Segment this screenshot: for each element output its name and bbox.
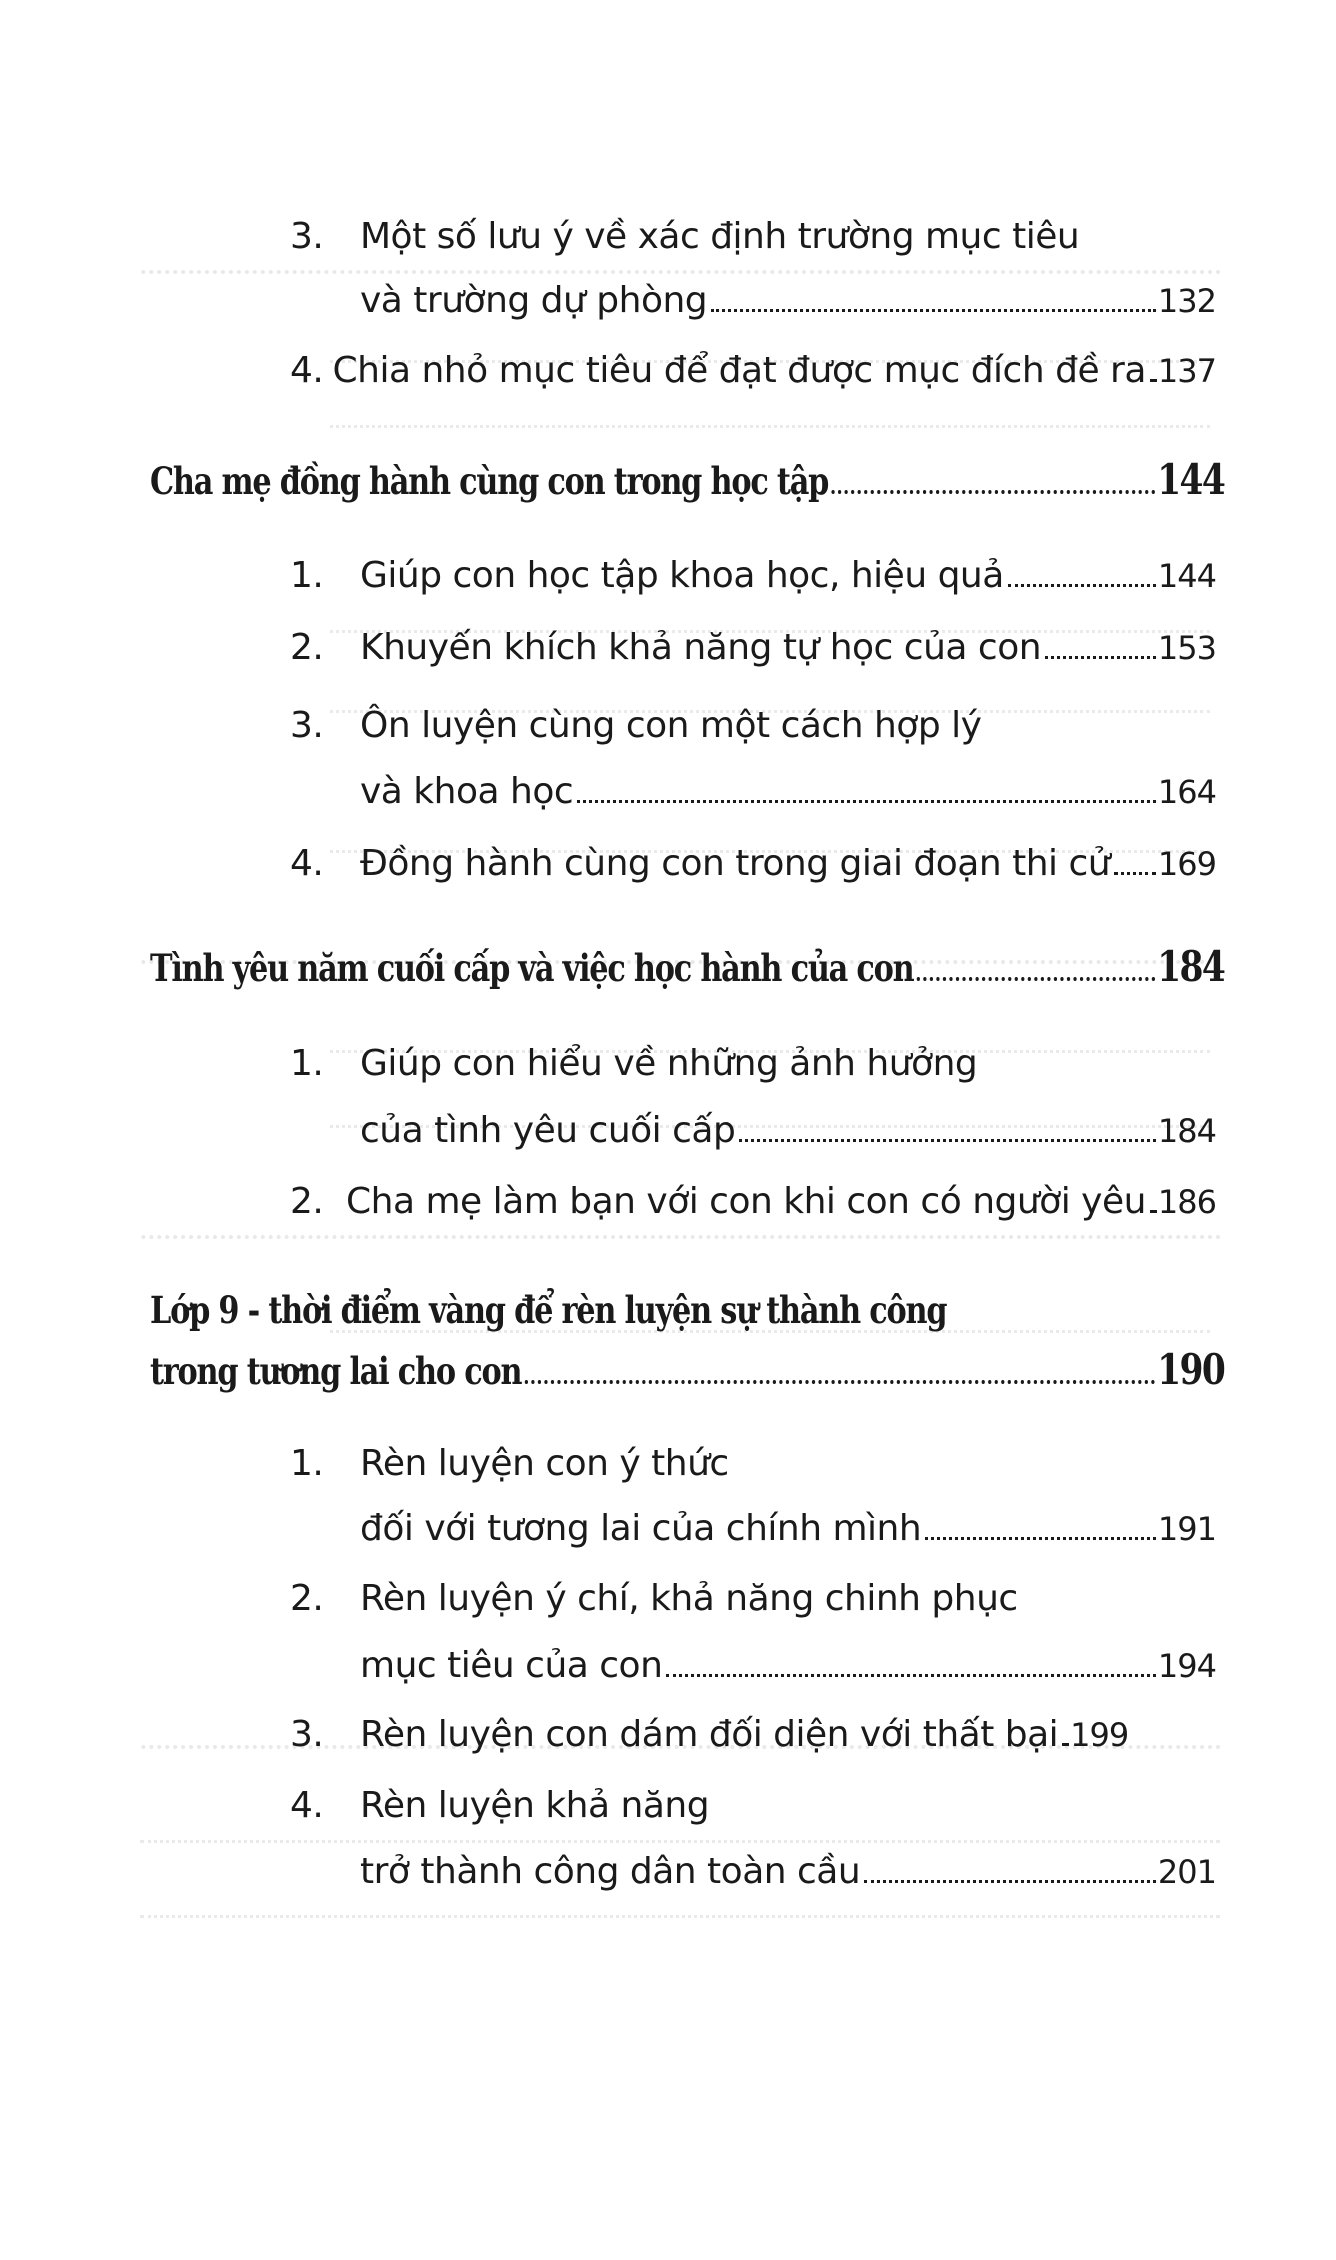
toc-entry-continuation [360, 280, 1216, 321]
toc-entry-continuation [360, 1851, 1216, 1892]
entry-page-number: 164 [1157, 773, 1216, 811]
dot-leader [1150, 1210, 1156, 1213]
toc-section-heading [150, 1288, 1134, 1332]
toc-entry [290, 1043, 1170, 1084]
entry-title-line: mục tiêu của con [360, 1645, 663, 1686]
toc-entry [290, 1443, 1170, 1484]
toc-entry [290, 843, 1216, 884]
toc-entry-continuation [360, 1645, 1216, 1686]
entry-page-number: 194 [1157, 1647, 1216, 1685]
entry-title-line: Khuyến khích khả năng tự học của con [360, 627, 1042, 668]
dot-leader [711, 309, 1156, 312]
toc-entry [290, 350, 1216, 391]
entry-page-number: 186 [1157, 1183, 1216, 1221]
section-title: Cha mẹ đồng hành cùng con trong học tập [150, 459, 829, 503]
entry-number: 1. [290, 1043, 324, 1084]
entry-page-number: 132 [1157, 282, 1216, 320]
entry-number: 3. [290, 216, 324, 257]
entry-page-number: 201 [1157, 1853, 1216, 1891]
entry-title-line: của tình yêu cuối cấp [360, 1110, 736, 1151]
entry-number: 2. [290, 1578, 324, 1619]
toc-entry [290, 1181, 1216, 1222]
toc-entry-continuation [360, 1110, 1216, 1151]
entry-page-number: 153 [1157, 629, 1216, 667]
entry-number: 2. [290, 1181, 324, 1222]
entry-number: 4. [290, 843, 324, 884]
toc-entry [290, 705, 1170, 746]
section-page-number: 184 [1157, 942, 1225, 991]
entry-number: 1. [290, 555, 324, 596]
dot-leader [925, 1537, 1156, 1540]
dot-leader [666, 1674, 1156, 1677]
dot-leader [864, 1880, 1156, 1883]
entry-title-line: Rèn luyện con dám đối diện với thất bại [360, 1714, 1059, 1755]
entry-title-line: Rèn luyện khả năng [360, 1785, 710, 1826]
toc-section-heading-continuation [150, 1345, 1224, 1394]
dot-leader [831, 490, 1155, 494]
entry-title-line: và khoa học [360, 771, 574, 812]
entry-number: 4. [290, 1785, 324, 1826]
section-title: Lớp 9 - thời điểm vàng để rèn luyện sự thành công [150, 1288, 947, 1332]
dot-leader [1150, 379, 1156, 382]
dot-leader [917, 977, 1156, 981]
toc-entry [290, 1714, 1216, 1755]
toc-entry-continuation [360, 771, 1216, 812]
entry-number: 2. [290, 627, 324, 668]
entry-title-line: Giúp con hiểu về những ảnh hưởng [360, 1043, 978, 1084]
entry-title-line: Đồng hành cùng con trong giai đoạn thi cử [360, 843, 1111, 884]
toc-entry [290, 1785, 1170, 1826]
section-page-number: 190 [1157, 1345, 1225, 1394]
entry-title-line: Rèn luyện ý chí, khả năng chinh phục [360, 1578, 1018, 1619]
entry-number: 3. [290, 705, 324, 746]
toc-section-heading [150, 942, 1224, 991]
toc-entry [290, 627, 1216, 668]
entry-page-number: 184 [1157, 1112, 1216, 1150]
dot-leader [1045, 656, 1156, 659]
toc-entry [290, 1578, 1170, 1619]
entry-title-line: Cha mẹ làm bạn với con khi con có người yêu [346, 1181, 1146, 1222]
entry-title-line: đối với tương lai của chính mình [360, 1508, 922, 1549]
dot-leader [1114, 872, 1156, 875]
entry-title-line: Chia nhỏ mục tiêu để đạt được mục đích đề ra [332, 350, 1146, 391]
dot-leader [1008, 584, 1156, 587]
entry-number: 4. [290, 350, 324, 391]
entry-title-line: Một số lưu ý về xác định trường mục tiêu [360, 216, 1080, 257]
entry-page-number: 169 [1157, 845, 1216, 883]
entry-title-line: trở thành công dân toàn cầu [360, 1851, 861, 1892]
entry-page-number: 144 [1157, 557, 1216, 595]
entry-title-line: và trường dự phòng [360, 280, 708, 321]
entry-number: 3. [290, 1714, 324, 1755]
dot-leader [739, 1139, 1156, 1142]
entry-title-line: Rèn luyện con ý thức [360, 1443, 729, 1484]
section-page-number: 144 [1157, 455, 1225, 504]
entry-title-line: Giúp con học tập khoa học, hiệu quả [360, 555, 1004, 596]
section-title: Tình yêu năm cuối cấp và việc học hành của con [150, 946, 914, 990]
toc-section-heading [150, 455, 1224, 504]
section-title: trong tương lai cho con [150, 1349, 522, 1393]
toc-entry [290, 216, 1170, 257]
entry-title-line: Ôn luyện cùng con một cách hợp lý [360, 705, 982, 746]
dot-leader [1062, 1743, 1068, 1746]
dot-leader [525, 1380, 1156, 1384]
toc-entry [290, 555, 1216, 596]
toc-entry-continuation [360, 1508, 1216, 1549]
entry-page-number: 191 [1157, 1510, 1216, 1548]
entry-page-number: 137 [1157, 352, 1216, 390]
entry-page-number: 199 [1070, 1716, 1129, 1754]
dot-leader [577, 800, 1156, 803]
entry-number: 1. [290, 1443, 324, 1484]
